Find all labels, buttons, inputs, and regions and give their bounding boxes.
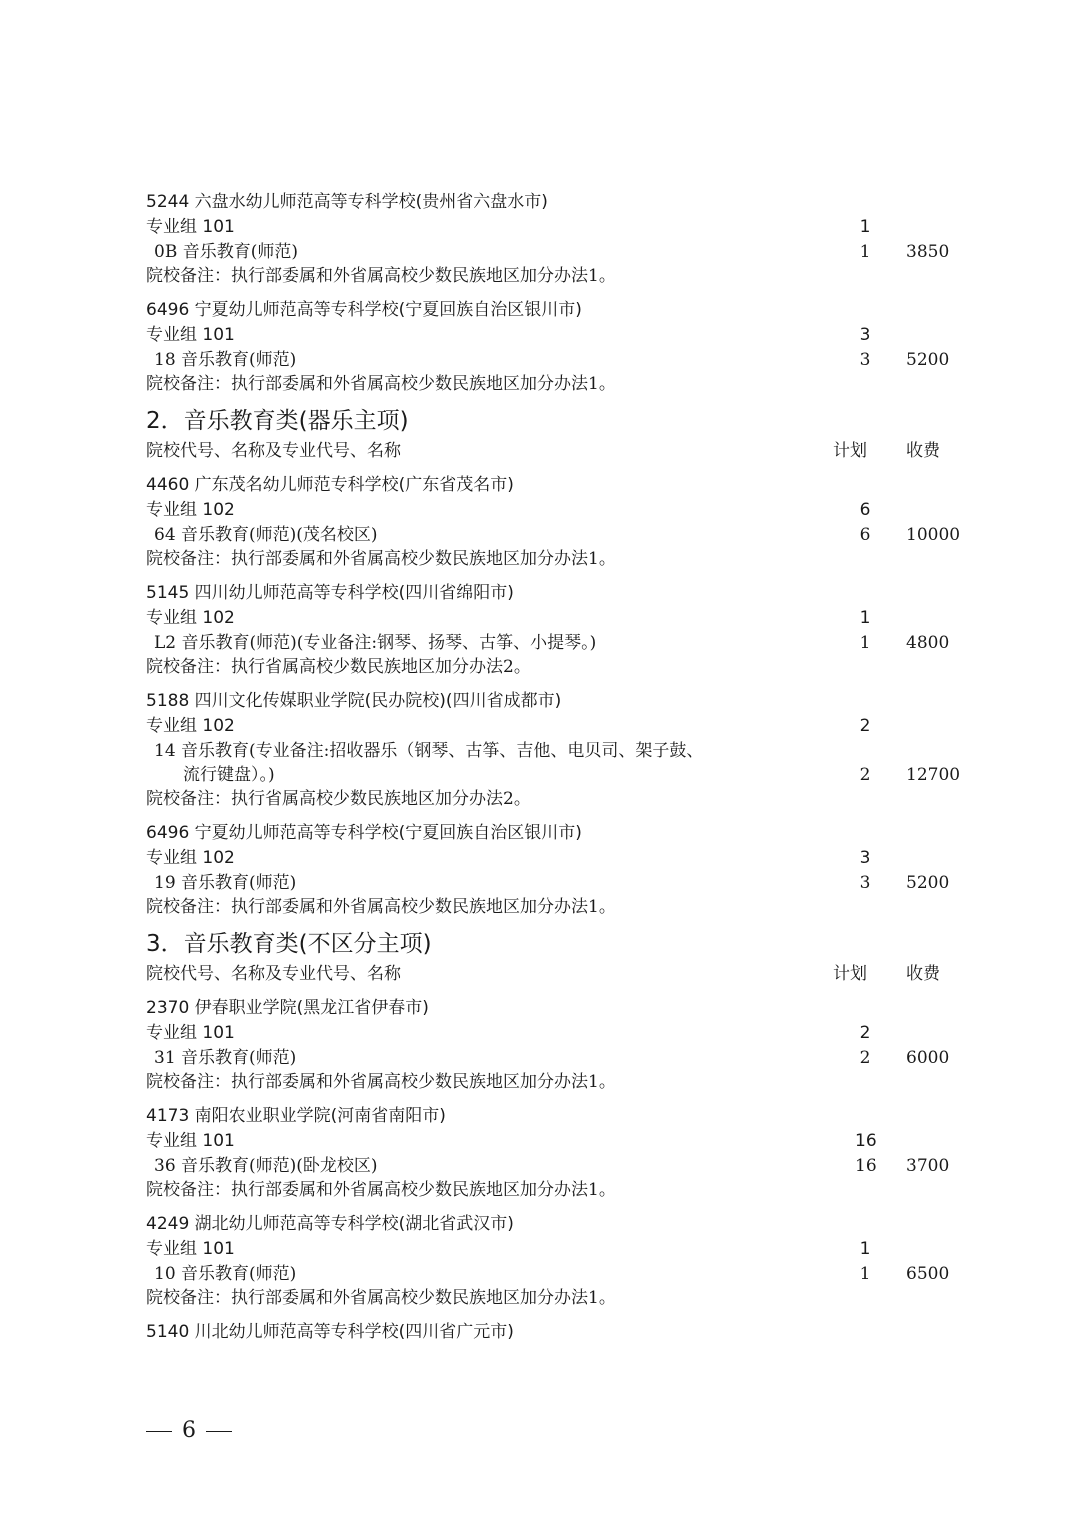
major-fee: 6500 bbox=[906, 1264, 950, 1284]
group-label: 专业组 101 bbox=[146, 1239, 235, 1259]
school-remark: 院校备注：执行部委属和外省属高校少数民族地区加分办法1。 bbox=[146, 1072, 616, 1092]
school-row bbox=[0, 1104, 1080, 1129]
section-title: 3．音乐教育类(不区分主项) bbox=[146, 931, 432, 957]
major-plan: 2 bbox=[859, 1048, 871, 1068]
major-name: 18 音乐教育(师范) bbox=[154, 350, 297, 370]
remark-row bbox=[0, 372, 1080, 397]
group-label: 专业组 101 bbox=[146, 217, 235, 237]
school-name: 4249 湖北幼儿师范高等专科学校(湖北省武汉市) bbox=[146, 1214, 514, 1234]
remark-row bbox=[0, 1070, 1080, 1095]
group-label: 专业组 102 bbox=[146, 848, 235, 868]
school-row bbox=[0, 298, 1080, 323]
group-plan: 1 bbox=[859, 608, 871, 628]
major-row bbox=[0, 523, 1080, 548]
major-plan: 1 bbox=[859, 633, 871, 653]
school-remark: 院校备注：执行省属高校少数民族地区加分办法2。 bbox=[146, 657, 531, 677]
major-row bbox=[0, 871, 1080, 896]
group-plan: 1 bbox=[859, 1239, 871, 1259]
header-col-name: 院校代号、名称及专业代号、名称 bbox=[146, 441, 401, 461]
major-name: 10 音乐教育(师范) bbox=[154, 1264, 297, 1284]
table-header bbox=[0, 439, 1080, 464]
school-row bbox=[0, 689, 1080, 714]
group-row bbox=[0, 1129, 1080, 1154]
group-plan: 2 bbox=[859, 1023, 871, 1043]
group-row bbox=[0, 606, 1080, 631]
section-title-row bbox=[0, 929, 1080, 961]
major-plan: 3 bbox=[859, 350, 871, 370]
major-plan: 2 bbox=[859, 765, 871, 785]
group-label: 专业组 102 bbox=[146, 716, 235, 736]
major-row bbox=[0, 1262, 1080, 1287]
group-plan: 16 bbox=[855, 1131, 877, 1151]
page-number-footer bbox=[146, 1418, 242, 1443]
major-fee: 12700 bbox=[906, 765, 961, 785]
table-header bbox=[0, 962, 1080, 987]
group-plan: 6 bbox=[859, 500, 871, 520]
school-name: 6496 宁夏幼儿师范高等专科学校(宁夏回族自治区银川市) bbox=[146, 300, 582, 320]
major-row bbox=[0, 1154, 1080, 1179]
major-name-cont: 流行键盘）。) bbox=[183, 765, 275, 785]
footer-dash-right bbox=[206, 1431, 232, 1432]
header-col-plan: 计划 bbox=[833, 964, 867, 984]
school-name: 4173 南阳农业职业学院(河南省南阳市) bbox=[146, 1106, 446, 1126]
section-title: 2．音乐教育类(器乐主项) bbox=[146, 408, 409, 434]
remark-row bbox=[0, 895, 1080, 920]
header-col-fee: 收费 bbox=[906, 441, 940, 461]
group-plan: 2 bbox=[859, 716, 871, 736]
group-plan: 3 bbox=[859, 848, 871, 868]
school-name: 2370 伊春职业学院(黑龙江省伊春市) bbox=[146, 998, 429, 1018]
major-row bbox=[0, 1046, 1080, 1071]
major-plan: 16 bbox=[855, 1156, 877, 1176]
major-plan: 1 bbox=[859, 1264, 871, 1284]
major-plan: 6 bbox=[859, 525, 871, 545]
remark-row bbox=[0, 1178, 1080, 1203]
group-label: 专业组 101 bbox=[146, 1131, 235, 1151]
remark-row bbox=[0, 1286, 1080, 1311]
school-remark: 院校备注：执行部委属和外省属高校少数民族地区加分办法1。 bbox=[146, 266, 616, 286]
major-name: 19 音乐教育(师范) bbox=[154, 873, 297, 893]
group-label: 专业组 101 bbox=[146, 325, 235, 345]
major-fee: 4800 bbox=[906, 633, 950, 653]
school-name: 5188 四川文化传媒职业学院(民办院校)(四川省成都市) bbox=[146, 691, 562, 711]
major-row bbox=[0, 348, 1080, 373]
major-plan: 1 bbox=[859, 242, 871, 262]
group-plan: 1 bbox=[859, 217, 871, 237]
major-name: 36 音乐教育(师范)(卧龙校区) bbox=[154, 1156, 378, 1176]
major-fee: 6000 bbox=[906, 1048, 950, 1068]
school-row bbox=[0, 996, 1080, 1021]
school-remark: 院校备注：执行部委属和外省属高校少数民族地区加分办法1。 bbox=[146, 1288, 616, 1308]
school-name: 6496 宁夏幼儿师范高等专科学校(宁夏回族自治区银川市) bbox=[146, 823, 582, 843]
remark-row bbox=[0, 264, 1080, 289]
group-row bbox=[0, 1237, 1080, 1262]
major-name: 64 音乐教育(师范)(茂名校区) bbox=[154, 525, 378, 545]
footer-dash-left bbox=[146, 1431, 172, 1432]
remark-row bbox=[0, 547, 1080, 572]
school-row bbox=[0, 1320, 1080, 1345]
school-remark: 院校备注：执行部委属和外省属高校少数民族地区加分办法1。 bbox=[146, 1180, 616, 1200]
school-remark: 院校备注：执行部委属和外省属高校少数民族地区加分办法1。 bbox=[146, 549, 616, 569]
major-row bbox=[0, 631, 1080, 656]
major-name: 0B 音乐教育(师范) bbox=[154, 242, 298, 262]
page-number: 6 bbox=[182, 1418, 196, 1443]
group-row bbox=[0, 846, 1080, 871]
major-plan: 3 bbox=[859, 873, 871, 893]
header-col-name: 院校代号、名称及专业代号、名称 bbox=[146, 964, 401, 984]
major-fee: 3700 bbox=[906, 1156, 950, 1176]
group-row bbox=[0, 1021, 1080, 1046]
group-row bbox=[0, 714, 1080, 739]
school-name: 5244 六盘水幼儿师范高等专科学校(贵州省六盘水市) bbox=[146, 192, 548, 212]
group-label: 专业组 102 bbox=[146, 608, 235, 628]
group-label: 专业组 102 bbox=[146, 500, 235, 520]
major-row bbox=[0, 739, 1080, 764]
header-col-plan: 计划 bbox=[833, 441, 867, 461]
school-remark: 院校备注：执行部委属和外省属高校少数民族地区加分办法1。 bbox=[146, 897, 616, 917]
group-row bbox=[0, 498, 1080, 523]
section-title-row bbox=[0, 406, 1080, 438]
school-row bbox=[0, 821, 1080, 846]
major-fee: 3850 bbox=[906, 242, 950, 262]
school-row bbox=[0, 473, 1080, 498]
school-remark: 院校备注：执行省属高校少数民族地区加分办法2。 bbox=[146, 789, 531, 809]
major-fee: 5200 bbox=[906, 350, 950, 370]
remark-row bbox=[0, 787, 1080, 812]
school-row bbox=[0, 581, 1080, 606]
remark-row bbox=[0, 655, 1080, 680]
school-name: 4460 广东茂名幼儿师范专科学校(广东省茂名市) bbox=[146, 475, 514, 495]
major-name: 31 音乐教育(师范) bbox=[154, 1048, 297, 1068]
group-plan: 3 bbox=[859, 325, 871, 345]
major-row bbox=[0, 240, 1080, 265]
major-name: L2 音乐教育(师范)(专业备注:钢琴、扬琴、古筝、小提琴。) bbox=[154, 633, 597, 653]
school-name: 5145 四川幼儿师范高等专科学校(四川省绵阳市) bbox=[146, 583, 514, 603]
group-row bbox=[0, 215, 1080, 240]
major-fee: 5200 bbox=[906, 873, 950, 893]
header-col-fee: 收费 bbox=[906, 964, 940, 984]
group-row bbox=[0, 323, 1080, 348]
school-row bbox=[0, 190, 1080, 215]
group-label: 专业组 101 bbox=[146, 1023, 235, 1043]
major-name: 14 音乐教育(专业备注:招收器乐（钢琴、古筝、吉他、电贝司、架子鼓、 bbox=[154, 741, 704, 761]
school-row bbox=[0, 1212, 1080, 1237]
school-name: 5140 川北幼儿师范高等专科学校(四川省广元市) bbox=[146, 1322, 514, 1342]
major-row-cont bbox=[0, 763, 1080, 788]
major-fee: 10000 bbox=[906, 525, 961, 545]
school-remark: 院校备注：执行部委属和外省属高校少数民族地区加分办法1。 bbox=[146, 374, 616, 394]
